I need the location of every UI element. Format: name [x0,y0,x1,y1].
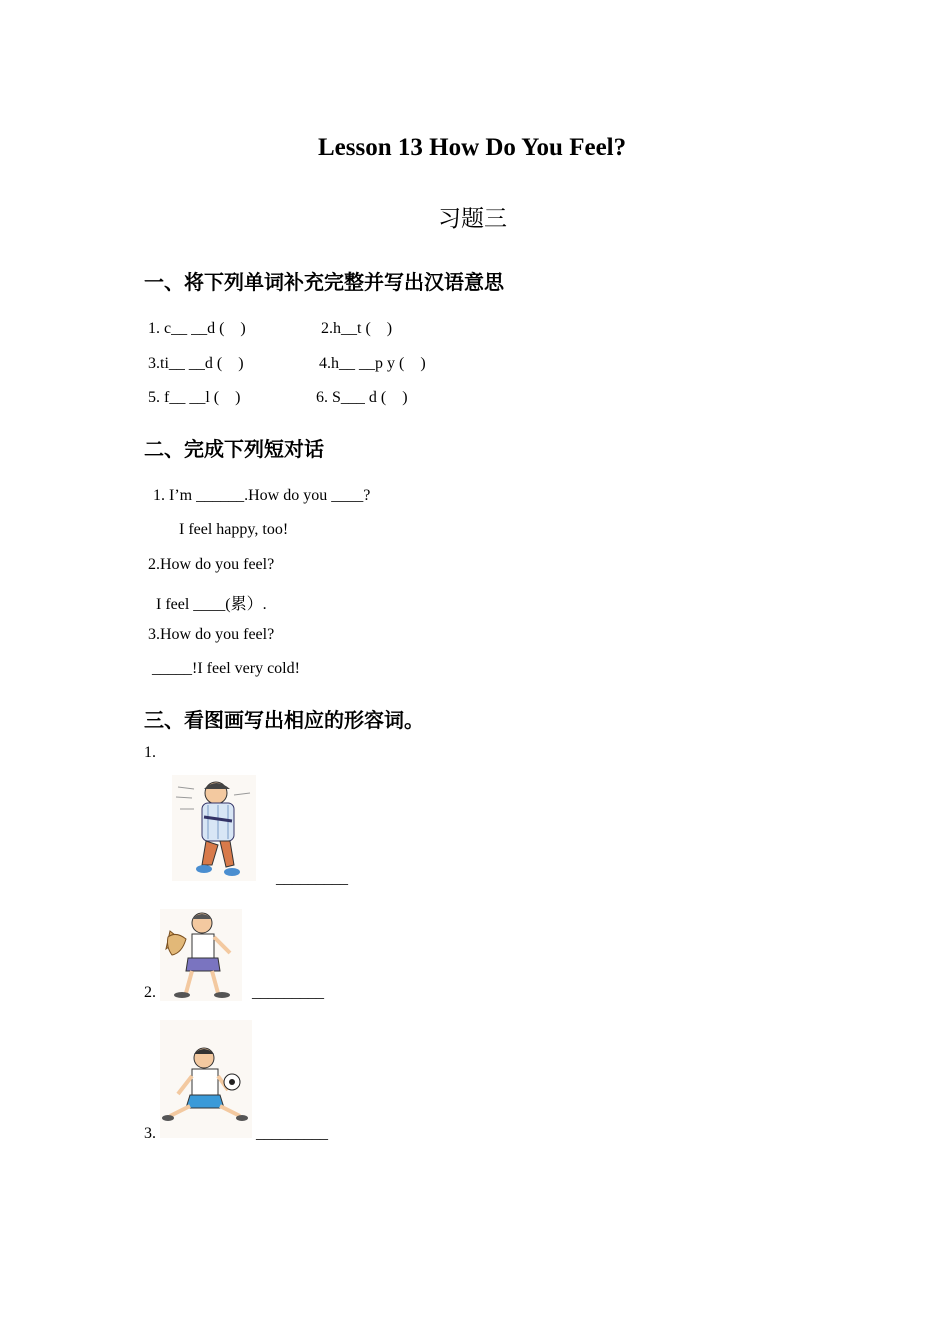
picture-item-2-number: 2. [144,984,156,1001]
word-item-6: 6. S___ d ( ) [316,389,408,406]
dialog-line-3: 2.How do you feel? [148,556,275,573]
dialog-line-5: 3.How do you feel? [148,626,275,643]
dialog-line-4: I feel ____(累）. [156,596,267,613]
word-item-4: 4.h__ __p y ( ) [319,355,426,372]
picture-item-3-blank[interactable]: _________ [256,1125,328,1142]
section-2-heading: 二、完成下列短对话 [144,437,324,461]
dialog-line-2: I feel happy, too! [179,521,289,538]
dialog-line-1: 1. I’m ______.How do you ____? [153,487,371,504]
word-item-2: 2.h__t ( ) [321,320,393,337]
page-subtitle: 习题三 [438,206,507,232]
picture-item-1-number: 1. [144,744,156,761]
page-title: Lesson 13 How Do You Feel? [318,134,627,161]
section-3-heading: 三、看图画写出相应的形容词。 [144,708,424,732]
section-1-heading: 一、将下列单词补充完整并写出汉语意思 [144,270,504,294]
picture-item-3-number: 3. [144,1125,156,1142]
word-item-3: 3.ti__ __d ( ) [148,355,244,372]
word-item-5: 5. f__ __l ( ) [148,389,241,406]
cold-boy-illustration [172,775,256,881]
word-item-1: 1. c__ __d ( ) [148,320,246,337]
picture-item-1-blank[interactable]: _________ [276,870,348,887]
picture-item-2-blank[interactable]: _________ [252,984,324,1001]
dialog-line-6: _____!I feel very cold! [152,660,300,677]
hot-boy-illustration [160,909,242,1001]
tired-boy-illustration [160,1020,252,1138]
